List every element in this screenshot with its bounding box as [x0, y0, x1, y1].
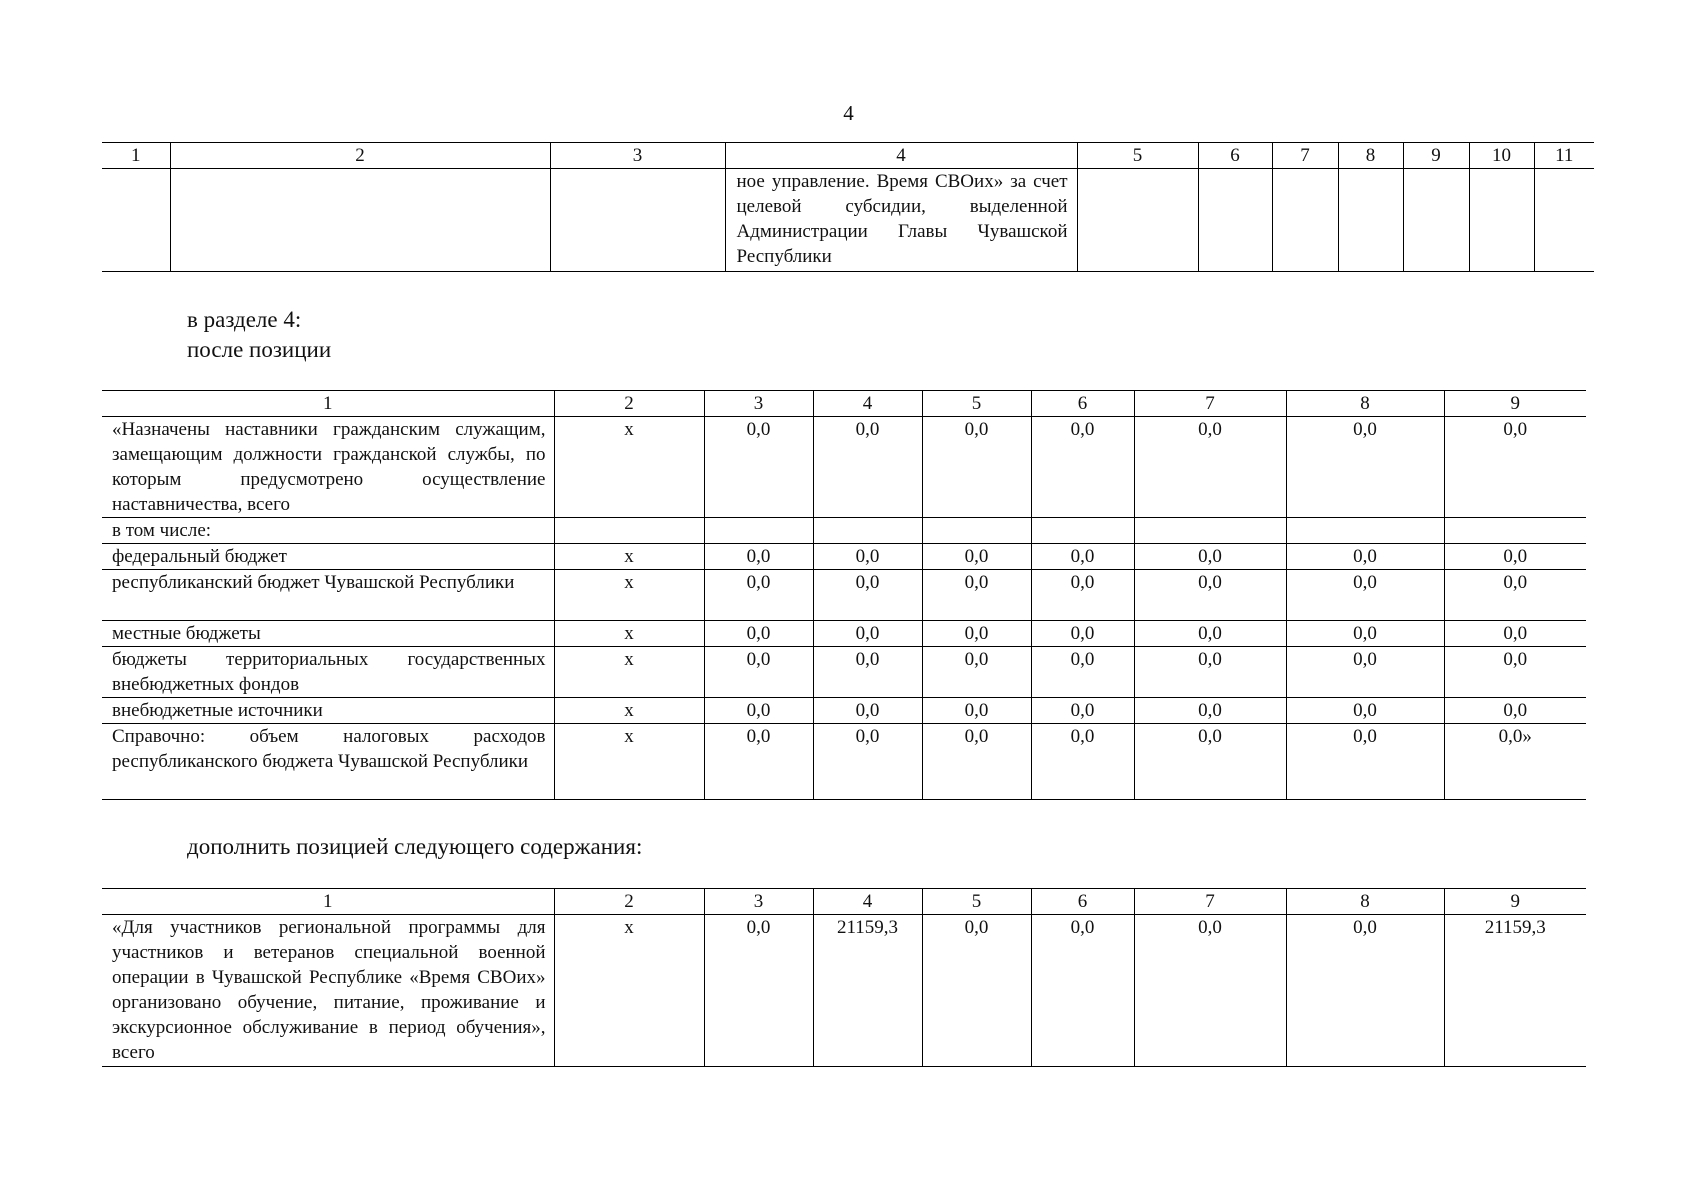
table-row — [102, 518, 1586, 544]
table-cell: 0,0 — [1031, 544, 1134, 570]
table-cell: 0,0 — [922, 647, 1031, 698]
table-cell — [1403, 169, 1469, 272]
table-cell — [1469, 169, 1534, 272]
table-cell: 0,0 — [1031, 570, 1134, 621]
instruction-text: дополнить позицией следующего содержания: — [187, 834, 643, 859]
table-cell: 0,0 — [813, 544, 922, 570]
column-header: 3 — [704, 391, 813, 417]
column-header: 6 — [1031, 391, 1134, 417]
column-header: 2 — [554, 391, 704, 417]
column-header: 5 — [922, 889, 1031, 915]
table-cell: 0,0 — [1286, 915, 1444, 1067]
table-cell: 0,0 — [1444, 621, 1586, 647]
table-cell: x — [554, 647, 704, 698]
table-cell: 0,0 — [1031, 621, 1134, 647]
existing-position-table — [102, 390, 1586, 800]
table-cell: 0,0 — [1286, 647, 1444, 698]
table-row — [102, 698, 1586, 724]
table-cell — [1198, 169, 1272, 272]
table-cell: 0,0 — [1134, 417, 1286, 518]
table-cell: 0,0 — [1031, 698, 1134, 724]
column-header: 1 — [102, 391, 554, 417]
table-cell — [102, 169, 170, 272]
column-header: 9 — [1403, 143, 1469, 169]
row-label: «Назначены наставники гражданским служащим, замещающим должности гражданской службы, по которым предусмотрено осуществление наставничества, всего — [102, 417, 554, 518]
table-cell: 0,0 — [1031, 915, 1134, 1067]
row-label: бюджеты территориальных государственных внебюджетных фондов — [102, 647, 554, 698]
column-header: 6 — [1198, 143, 1272, 169]
table-cell — [1286, 518, 1444, 544]
column-header: 1 — [102, 143, 170, 169]
table-row — [102, 915, 1586, 1067]
table-row — [102, 544, 1586, 570]
table-cell: x — [554, 570, 704, 621]
table-cell: 0,0 — [922, 570, 1031, 621]
table-cell: 0,0 — [1134, 544, 1286, 570]
table-cell: 0,0» — [1444, 724, 1586, 800]
row-label: федеральный бюджет — [102, 544, 554, 570]
table-cell: 0,0 — [813, 724, 922, 800]
table-cell: 0,0 — [704, 570, 813, 621]
table-cell: 0,0 — [1444, 698, 1586, 724]
column-header: 1 — [102, 889, 554, 915]
table-cell — [550, 169, 725, 272]
table-cell: 0,0 — [1134, 570, 1286, 621]
table-cell: 0,0 — [704, 417, 813, 518]
column-header: 4 — [813, 391, 922, 417]
table-row — [102, 647, 1586, 698]
table-cell: 0,0 — [922, 621, 1031, 647]
table-cell: 0,0 — [1286, 621, 1444, 647]
table-cell: 0,0 — [922, 698, 1031, 724]
table-cell: 0,0 — [1134, 915, 1286, 1067]
table-cell: 0,0 — [1444, 417, 1586, 518]
table-cell: 0,0 — [704, 698, 813, 724]
table-cell: x — [554, 724, 704, 800]
table-cell: x — [554, 544, 704, 570]
table-cell: 0,0 — [1444, 570, 1586, 621]
row-label: «Для участников региональной программы для участников и ветеранов специальной военной операции в Чувашской Республике «Время СВОих» организовано обучение, питание, проживание и экскурсионное обслуживание в период обучения», всего — [102, 915, 554, 1067]
continuation-table — [102, 142, 1594, 272]
table-cell: 21159,3 — [813, 915, 922, 1067]
table-cell — [170, 169, 550, 272]
table-cell: 0,0 — [1444, 544, 1586, 570]
table-cell-description: ное управление. Время СВОих» за счет целевой субсидии, выделенной Администрации Главы Чувашской Республики — [725, 169, 1077, 272]
table-cell: 0,0 — [1031, 647, 1134, 698]
column-header: 9 — [1444, 889, 1586, 915]
column-header: 7 — [1134, 889, 1286, 915]
row-label: республиканский бюджет Чувашской Республики — [102, 570, 554, 621]
column-header: 7 — [1272, 143, 1338, 169]
table-cell — [554, 518, 704, 544]
table-row — [102, 570, 1586, 621]
row-label: в том числе: — [102, 518, 554, 544]
table-cell: 0,0 — [1286, 544, 1444, 570]
column-header: 6 — [1031, 889, 1134, 915]
table-cell: 0,0 — [1286, 724, 1444, 800]
table-cell: 0,0 — [704, 544, 813, 570]
column-header: 11 — [1534, 143, 1594, 169]
table-cell: x — [554, 621, 704, 647]
column-header: 8 — [1286, 391, 1444, 417]
table-row — [102, 724, 1586, 800]
table-cell: 21159,3 — [1444, 915, 1586, 1067]
table-row — [102, 621, 1586, 647]
table-cell: 0,0 — [1286, 698, 1444, 724]
table-header-row — [102, 889, 1586, 915]
table-cell: 0,0 — [813, 417, 922, 518]
table-cell: 0,0 — [1134, 647, 1286, 698]
table-cell: 0,0 — [813, 570, 922, 621]
table-cell: 0,0 — [1134, 621, 1286, 647]
column-header: 8 — [1286, 889, 1444, 915]
column-header: 5 — [922, 391, 1031, 417]
table-cell: 0,0 — [1134, 724, 1286, 800]
column-header: 8 — [1338, 143, 1403, 169]
table-cell: x — [554, 698, 704, 724]
table-cell: 0,0 — [813, 698, 922, 724]
column-header: 7 — [1134, 391, 1286, 417]
table-cell — [813, 518, 922, 544]
column-header: 10 — [1469, 143, 1534, 169]
page-number: 4 — [843, 101, 854, 125]
column-header: 3 — [550, 143, 725, 169]
table-cell: 0,0 — [1286, 570, 1444, 621]
table-cell: 0,0 — [922, 724, 1031, 800]
table-cell — [1534, 169, 1594, 272]
table-cell: 0,0 — [1286, 417, 1444, 518]
table-cell: 0,0 — [1134, 698, 1286, 724]
table-header-row — [102, 143, 1594, 169]
table-cell — [704, 518, 813, 544]
table-cell: 0,0 — [704, 915, 813, 1067]
table-cell — [1031, 518, 1134, 544]
row-label: Справочно: объем налоговых расходов республиканского бюджета Чувашской Республики — [102, 724, 554, 800]
table-cell — [1338, 169, 1403, 272]
column-header: 5 — [1077, 143, 1198, 169]
table-row — [102, 169, 1594, 272]
table-cell: 0,0 — [922, 417, 1031, 518]
row-label: местные бюджеты — [102, 621, 554, 647]
table-cell — [922, 518, 1031, 544]
table-cell — [1077, 169, 1198, 272]
table-cell: 0,0 — [813, 647, 922, 698]
table-cell: 0,0 — [704, 621, 813, 647]
table-cell: x — [554, 915, 704, 1067]
table-cell — [1134, 518, 1286, 544]
column-header: 4 — [725, 143, 1077, 169]
section-reference: в разделе 4: — [187, 307, 302, 332]
table-cell — [1444, 518, 1586, 544]
position-reference: после позиции — [187, 337, 332, 362]
column-header: 3 — [704, 889, 813, 915]
table-cell: 0,0 — [922, 544, 1031, 570]
new-position-table — [102, 888, 1586, 1067]
table-cell: 0,0 — [1444, 647, 1586, 698]
table-cell: x — [554, 417, 704, 518]
table-row — [102, 417, 1586, 518]
table-header-row — [102, 391, 1586, 417]
column-header: 2 — [170, 143, 550, 169]
table-cell: 0,0 — [1031, 724, 1134, 800]
table-cell: 0,0 — [704, 647, 813, 698]
column-header: 4 — [813, 889, 922, 915]
table-cell: 0,0 — [1031, 417, 1134, 518]
table-cell: 0,0 — [922, 915, 1031, 1067]
column-header: 9 — [1444, 391, 1586, 417]
table-cell — [1272, 169, 1338, 272]
table-cell: 0,0 — [704, 724, 813, 800]
column-header: 2 — [554, 889, 704, 915]
row-label: внебюджетные источники — [102, 698, 554, 724]
table-cell: 0,0 — [813, 621, 922, 647]
